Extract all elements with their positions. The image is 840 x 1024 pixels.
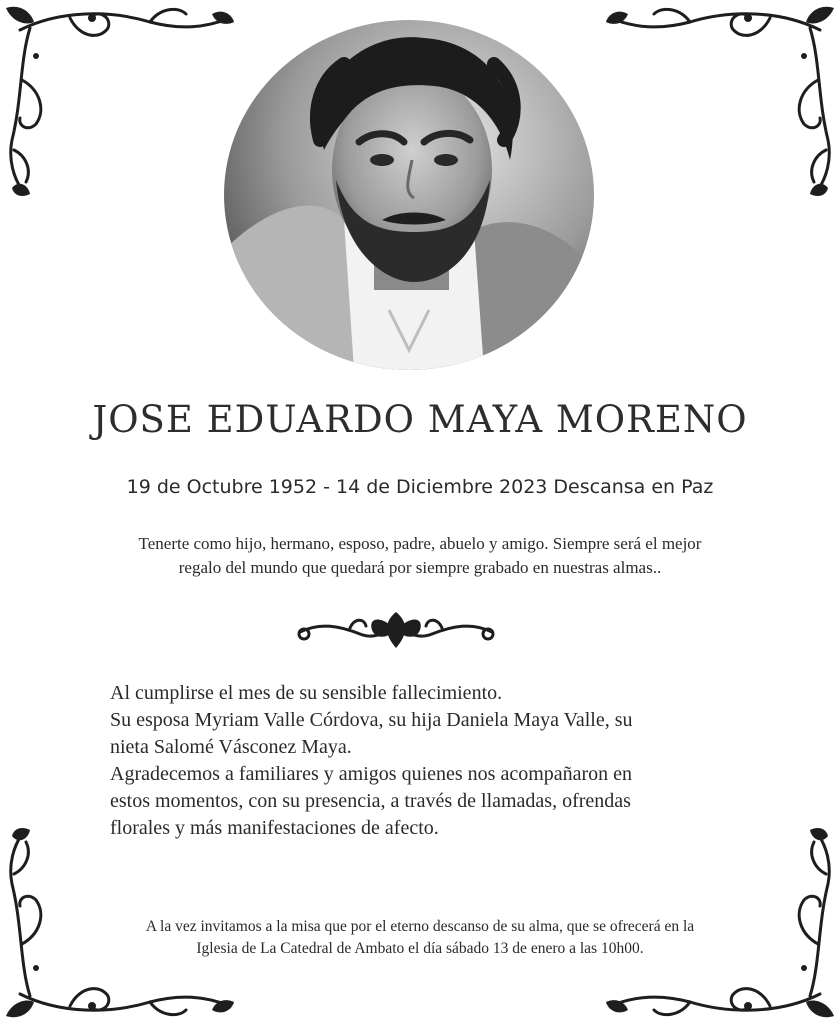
corner-flourish-top-right-icon xyxy=(600,0,840,200)
invitation-line: A la vez invitamos a la misa que por el eterno descanso de su alma, que se ofrecerá en la xyxy=(145,918,695,935)
portrait-photo xyxy=(224,20,594,370)
corner-flourish-top-left-icon xyxy=(0,0,240,200)
mass-invitation xyxy=(90,916,750,960)
body-line: Al cumplirse el mes de su sensible fallecimiento. xyxy=(110,682,503,704)
dedication-line: Tenerte como hijo, hermano, esposo, padre, abuelo y amigo. Siempre será el mejor xyxy=(138,534,702,553)
invitation-line: Iglesia de La Catedral de Ambato el día sábado 13 de enero a las 10h00. xyxy=(196,940,644,957)
body-line: florales y más manifestaciones de afecto. xyxy=(110,817,439,839)
ornamental-divider-icon xyxy=(290,604,502,656)
body-line: nieta Salomé Vásconez Maya. xyxy=(110,736,352,758)
body-line: estos momentos, con su presencia, a través de llamadas, ofrendas xyxy=(110,790,631,812)
body-line: Su esposa Myriam Valle Córdova, su hija Daniela Maya Valle, su xyxy=(110,709,633,731)
life-dates: 19 de Octubre 1952 - 14 de Diciembre 2023 Descansa en Paz xyxy=(126,476,714,498)
dedication-line: regalo del mundo que quedará por siempre grabado en nuestras almas.. xyxy=(178,558,662,577)
announcement-body xyxy=(110,680,750,842)
deceased-name: JOSE EDUARDO MAYA MORENO xyxy=(92,398,748,441)
body-line: Agradecemos a familiares y amigos quienes nos acompañaron en xyxy=(110,763,633,785)
dedication-text xyxy=(90,532,750,580)
